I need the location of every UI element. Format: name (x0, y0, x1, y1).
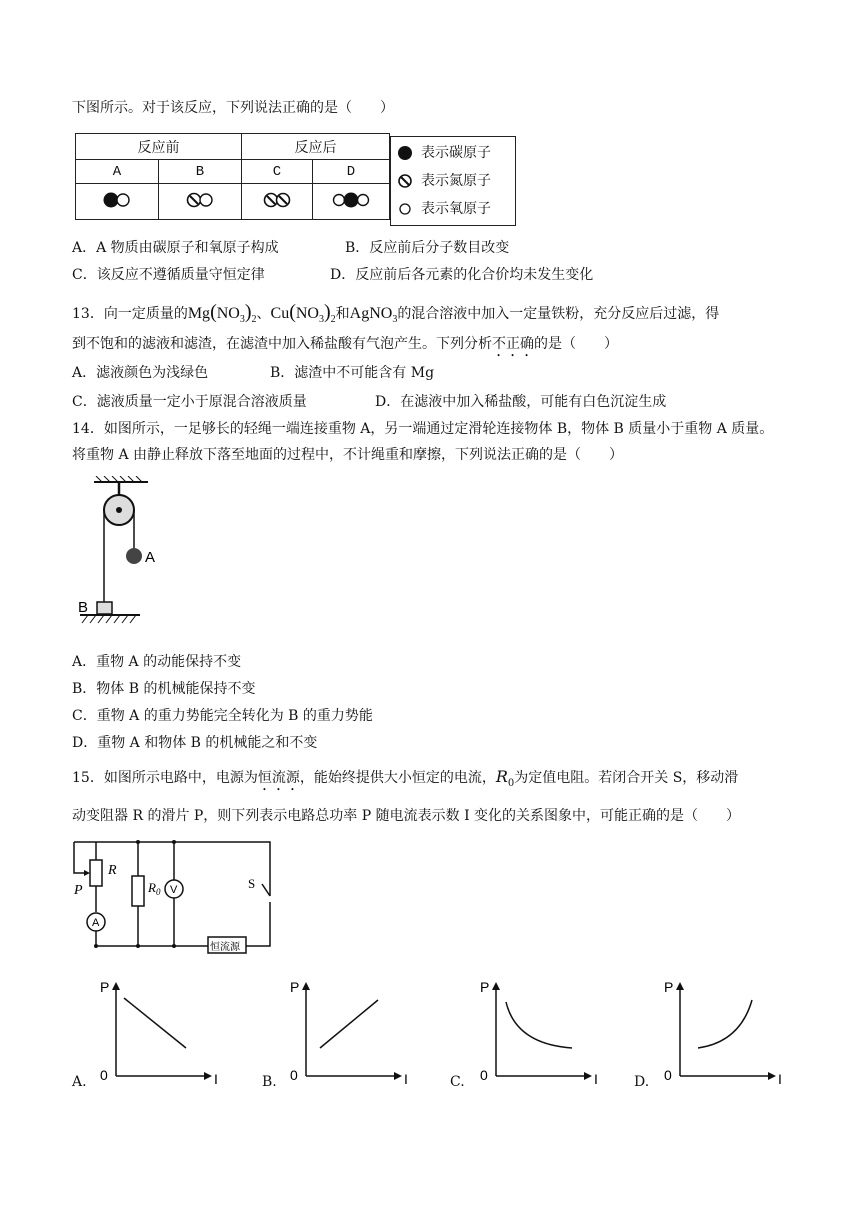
q14-option-c: C．重物 A 的重力势能完全转化为 B 的重力势能 (72, 708, 373, 724)
label-resistor-r0: $R_0$ (148, 880, 161, 897)
graph-a-y-label: P (100, 979, 110, 995)
col-a: A (76, 160, 159, 184)
q13-option-b: B．滤渣中不可能含有 Mg (270, 365, 435, 381)
legend-carbon: 表示碳原子 (397, 139, 515, 167)
label-object-b: B (78, 599, 89, 616)
emphasis-constant-current: 恒流源 (257, 770, 300, 786)
graph-a-option: A. (72, 1074, 87, 1090)
header-before: 反应前 (76, 134, 242, 160)
graph-d-x-label: I (778, 1071, 782, 1087)
voltmeter-icon: V (170, 884, 178, 896)
emphasis-not-correct: 不正确 (492, 336, 534, 352)
no-molecule-icon (182, 190, 218, 210)
co-molecule-icon (99, 190, 135, 210)
q15-stem-line1: 15．如图所示电路中，电源为恒流源，能始终提供大小恒定的电流，$R_0$为定值电阻。若闭合开关 S，移动滑 (72, 767, 739, 789)
molecule-d (313, 184, 390, 220)
reaction-table (75, 133, 390, 220)
q13-stem-line1: 13．向一定质量的$Mg(NO_3)_2$、$Cu(NO_3)_2$和AgNO$_3$的混合溶液中加入一定量铁粉，充分反应后过滤，得 (72, 301, 720, 326)
col-b: B (159, 160, 242, 184)
circuit-figure (70, 836, 280, 954)
graph-b-option: B. (262, 1074, 277, 1090)
molecule-c (242, 184, 313, 220)
q13-option-d: D．在滤液中加入稀盐酸，可能有白色沉淀生成 (375, 394, 667, 410)
q13-option-a: A．滤液颜色为浅绿色 (72, 365, 209, 381)
q14-option-d: D．重物 A 和物体 B 的机械能之和不变 (72, 735, 318, 751)
oxygen-atom-icon (397, 201, 413, 217)
carbon-atom-icon (397, 145, 413, 161)
col-d: D (313, 160, 390, 184)
graph-c-y-label: P (480, 979, 490, 995)
ammeter-icon: A (92, 917, 100, 929)
graph-b-x-label: I (404, 1071, 408, 1087)
formula-cu-no3: $Cu(NO_3)_2$ (270, 301, 336, 326)
graph-option-d (654, 976, 804, 1088)
graph-c-origin: 0 (480, 1067, 488, 1083)
q14-option-b: B．物体 B 的机械能保持不变 (72, 681, 256, 697)
graph-d-origin: 0 (664, 1067, 672, 1083)
formula-mg-no3: $Mg(NO_3)_2$ (187, 301, 257, 326)
atom-legend (390, 136, 516, 226)
graph-b-origin: 0 (290, 1067, 298, 1083)
label-current-source: 恒流源 (210, 942, 240, 953)
graph-a-origin: 0 (100, 1067, 108, 1083)
nitrogen-atom-icon (397, 173, 413, 189)
q12-option-d: D．反应前后各元素的化合价均未发生变化 (330, 267, 594, 283)
q14-option-a: A．重物 A 的动能保持不变 (72, 654, 242, 670)
graph-d-y-label: P (664, 979, 674, 995)
graph-d-option: D. (634, 1074, 650, 1090)
molecule-a (76, 184, 159, 220)
graph-option-c (470, 976, 620, 1088)
label-slider-p: P (74, 883, 83, 898)
graph-b-y-label: P (290, 979, 300, 995)
graph-c-x-label: I (594, 1071, 598, 1087)
q12-intro: 下图所示。对于该反应，下列说法正确的是（ ） (72, 100, 394, 116)
q12-option-c: C．该反应不遵循质量守恒定律 (72, 267, 265, 283)
co2-molecule-icon (329, 190, 373, 210)
q14-stem-line2: 将重物 A 由静止释放下落至地面的过程中，不计绳重和摩擦，下列说法正确的是（ ） (72, 447, 624, 463)
label-weight-a: A (145, 549, 156, 566)
header-after: 反应后 (242, 134, 390, 160)
q12-option-b: B．反应前后分子数目改变 (345, 240, 510, 256)
graph-a-x-label: I (214, 1071, 218, 1087)
q13-option-c: C．滤液质量一定小于原混合溶液质量 (72, 394, 307, 410)
q14-stem-line1: 14．如图所示，一足够长的轻绳一端连接重物 A，另一端通过定滑轮连接物体 B，物体 B 质量小于重物 A 质量。 (72, 421, 774, 437)
legend-oxygen: 表示氧原子 (397, 195, 515, 223)
graph-option-a (90, 976, 240, 1088)
formula-agno3: AgNO$_3$ (349, 305, 398, 326)
q15-stem-line2: 动变阻器 R 的滑片 P，则下列表示电路总功率 P 随电流表示数 I 变化的关系图象中，可能正确的是（ ） (72, 808, 741, 824)
legend-nitrogen: 表示氮原子 (397, 167, 515, 195)
q13-stem-line2: 到不饱和的滤液和滤渣，在滤渣中加入稀盐酸有气泡产生。下列分析不正确的是（ ） (72, 336, 618, 352)
graph-option-b (280, 976, 430, 1088)
molecule-b (159, 184, 242, 220)
n2-molecule-icon (259, 190, 295, 210)
col-c: C (242, 160, 313, 184)
label-switch-s: S (248, 876, 256, 891)
graph-c-option: C. (450, 1074, 465, 1090)
pulley-figure (72, 476, 162, 646)
q12-option-a: A．A 物质由碳原子和氧原子构成 (72, 240, 279, 256)
label-rheostat-r: R (108, 863, 117, 878)
